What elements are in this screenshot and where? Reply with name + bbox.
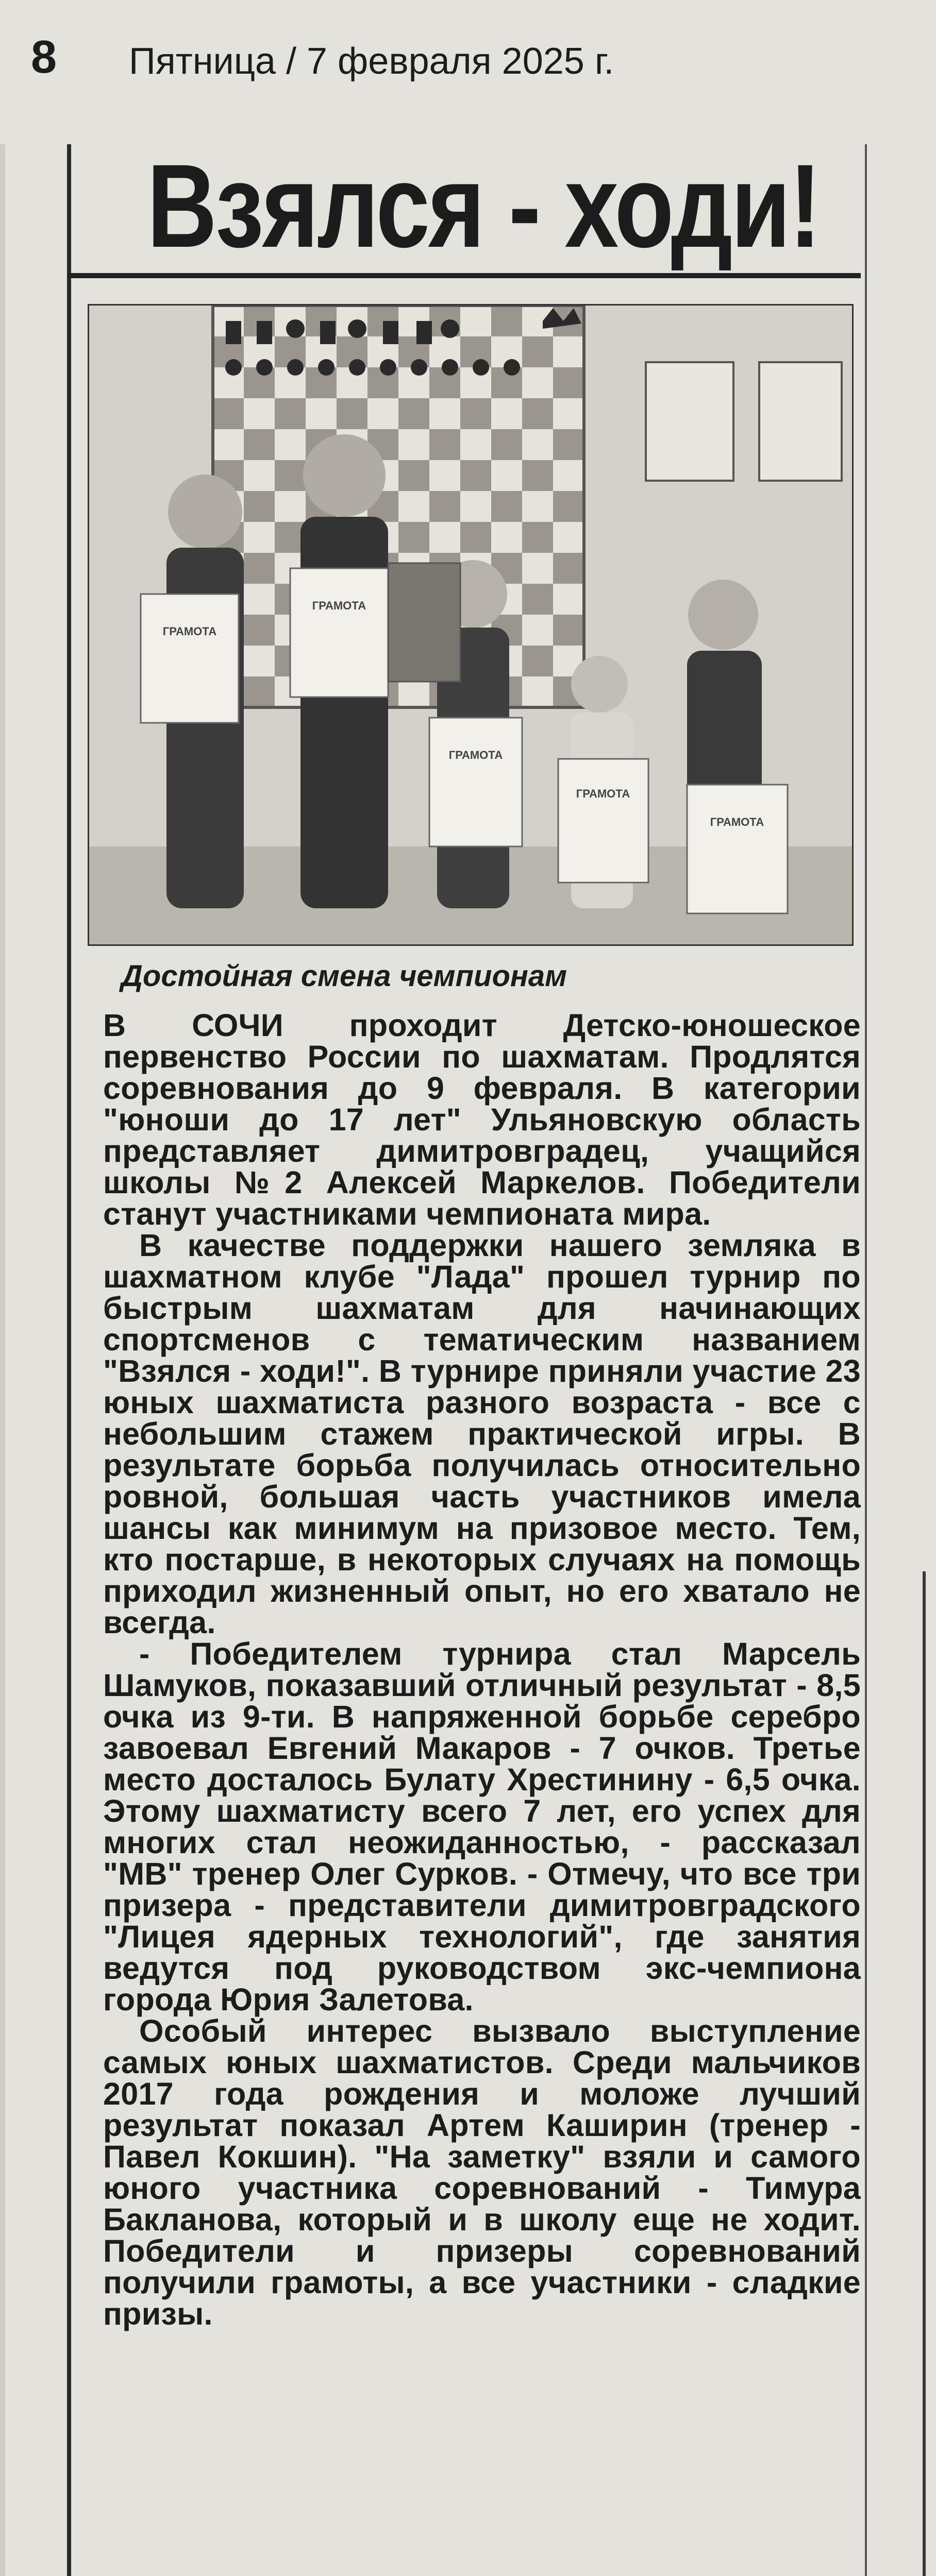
adjacent-column-rule xyxy=(923,1571,926,2576)
article-photo xyxy=(88,304,854,946)
photo-caption: Достойная смена чемпионам xyxy=(121,959,567,993)
article-paragraph: В качестве поддержки нашего земляка в шахматном клубе "Лада" прошел турнир по быстрым шахматам для начинающих спортсменов с тематическим названием "Взялся - ходи!". В турнире приняли участие 23 юных шахматиста разного возраста - все с небольшим стажем практической игры. В результате борьба получилась относительно ровной, большая часть участников имела шансы как минимум на призовое место. Тем, кто постарше, в некоторых случаях на помощь приходил жизненный опыт, но его хватало не всегда. xyxy=(103,1228,861,1640)
headline-box xyxy=(67,140,861,278)
certificate-label: ГРАМОТА xyxy=(162,625,217,638)
certificate-label: ГРАМОТА xyxy=(576,787,630,800)
article-paragraph: В СОЧИ проходит Детско-юношеское первенство России по шахматам. Продлятся соревнования до 9 февраля. В категории "юноши до 17 лет" Ульяновскую область представляет димитровградец, учащийся школы №2 Алексей Маркелов. Победители станут участниками чемпионата мира. xyxy=(103,1008,861,1231)
certificate-label: ГРАМОТА xyxy=(448,749,503,761)
article-paragraph: - Победителем турнира стал Марсель Шамуков, показавший отличный результат - 8,5 очка из 9-ти. В напряженной борьбе серебро завоевал Евгений Макаров - 7 очков. Третье место досталось Булату Хрестинину - 6,5 очка. Этому шахматисту всего 7 лет, его успех для многих стал неожиданностью, - рассказал "МВ" тренер Олег Сурков. - Отмечу, что все три призера - представители димитровградского "Лицея ядерных технологий", где занятия ведутся под руководством экс-чемпиона города Юрия Залетова. xyxy=(103,1636,861,2017)
page-header xyxy=(31,21,897,93)
article-body xyxy=(103,1010,861,2330)
page-number: 8 xyxy=(31,31,57,83)
certificate-label: ГРАМОТА xyxy=(312,599,366,612)
page-fold-shadow xyxy=(0,144,5,2576)
certificate-label: ГРАМОТА xyxy=(710,816,764,828)
photo-illustration xyxy=(89,306,852,944)
headline-rule xyxy=(67,273,861,278)
article-headline: Взялся - ходи! xyxy=(147,140,820,272)
issue-date: Пятница / 7 февраля 2025 г. xyxy=(129,41,614,82)
article-paragraph: Особый интерес вызвало выступление самых юных шахматистов. Среди мальчиков 2017 года рождения и моложе лучший результат показал Артем Каширин (тренер - Павел Кокшин). "На заметку" взяли и самого юного участника соревнований - Тимура Бакланова, который и в школу еще не ходит. Победители и призеры соревнований получили грамоты, а все участники - сладкие призы. xyxy=(103,2013,861,2331)
